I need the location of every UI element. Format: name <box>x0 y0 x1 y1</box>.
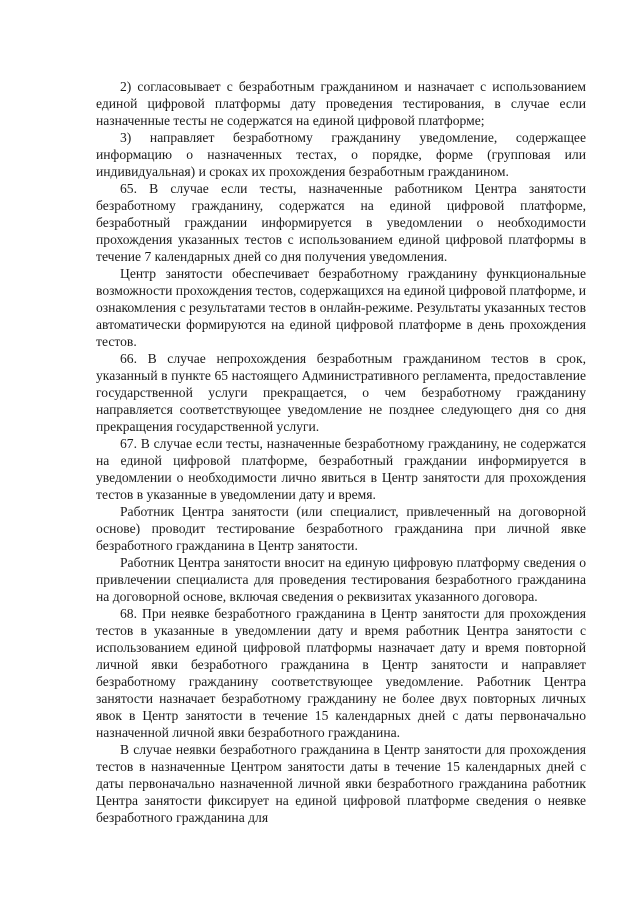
paragraph-65: 65. В случае если тесты, назначенные работником Центра занятости безработному гражданину, содержатся на единой цифровой платформе, безработный граждании информируется в уведомлении о необходимости прохождения указанных тестов с использованием единой цифровой платформы в течение 7 календарных дней со дня получения уведомления. <box>96 181 586 264</box>
paragraph-item-2: 2) согласовывает с безработным гражданином и назначает с использованием единой цифровой платформы дату проведения тестирования, в случае если назначенные тесты не содержатся на единой цифровой платформе; <box>96 79 586 128</box>
paragraph-68: 68. При неявке безработного гражданина в Центр занятости для прохождения тестов в указанные в уведомлении дату и время работник Центра занятости с использованием единой цифровой платформы назначает дату и время повторной личной явки безработного гражданина в Центр занятости и направляет безработному гражданину соответствующее уведомление. Работник Центра занятости назначает безработному гражданину не более двух повторных личных явок в Центр занятости в течение 15 календарных дней с даты первоначально назначенной личной явки безработного гражданина. <box>96 606 586 740</box>
paragraph-67-specialist: Работник Центра занятости вносит на единую цифровую платформу сведения о привлечении специалиста для проведения тестирования безработного гражданина на договорной основе, включая сведения о реквизитах указанного договора. <box>96 555 586 604</box>
document-body <box>96 78 586 826</box>
paragraph-67-testing: Работник Центра занятости (или специалист, привлеченный на договорной основе) проводит тестирование безработного гражданина при личной явке безработного гражданина в Центр занятости. <box>96 504 586 553</box>
paragraph-67: 67. В случае если тесты, назначенные безработному гражданину, не содержатся на единой цифровой платформе, безработный граждании информируется в уведомлении о необходимости лично явиться в Центр занятости для прохождения тестов в указанные в уведомлении дату и время. <box>96 436 586 502</box>
paragraph-item-3: 3) направляет безработному гражданину уведомление, содержащее информацию о назначенных тестах, о порядке, форме (групповая или индивидуальная) и сроках их прохождения безработным гражданином. <box>96 130 586 179</box>
paragraph-68-nonappearance: В случае неявки безработного гражданина в Центр занятости для прохождения тестов в назначенные Центром занятости даты в течение 15 календарных дней с даты первоначально назначенной личной явки безработного гражданина работник Центра занятости фиксирует на единой цифровой платформе сведения о неявке безработного гражданина для <box>96 742 586 825</box>
paragraph-66: 66. В случае непрохождения безработным гражданином тестов в срок, указанный в пункте 65 настоящего Административного регламента, предоставление государственной услуги прекращается, о чем безработному гражданину направляется соответствующее уведомление не позднее следующего дня со дня прекращения государственной услуги. <box>96 351 586 434</box>
paragraph-65-continued: Центр занятости обеспечивает безработному гражданину функциональные возможности прохождения тестов, содержащихся на единой цифровой платформе, и ознакомления с результатами тестов в онлайн-режиме. Результаты указанных тестов автоматически формируются на единой цифровой платформе в день прохождения тестов. <box>96 266 587 349</box>
